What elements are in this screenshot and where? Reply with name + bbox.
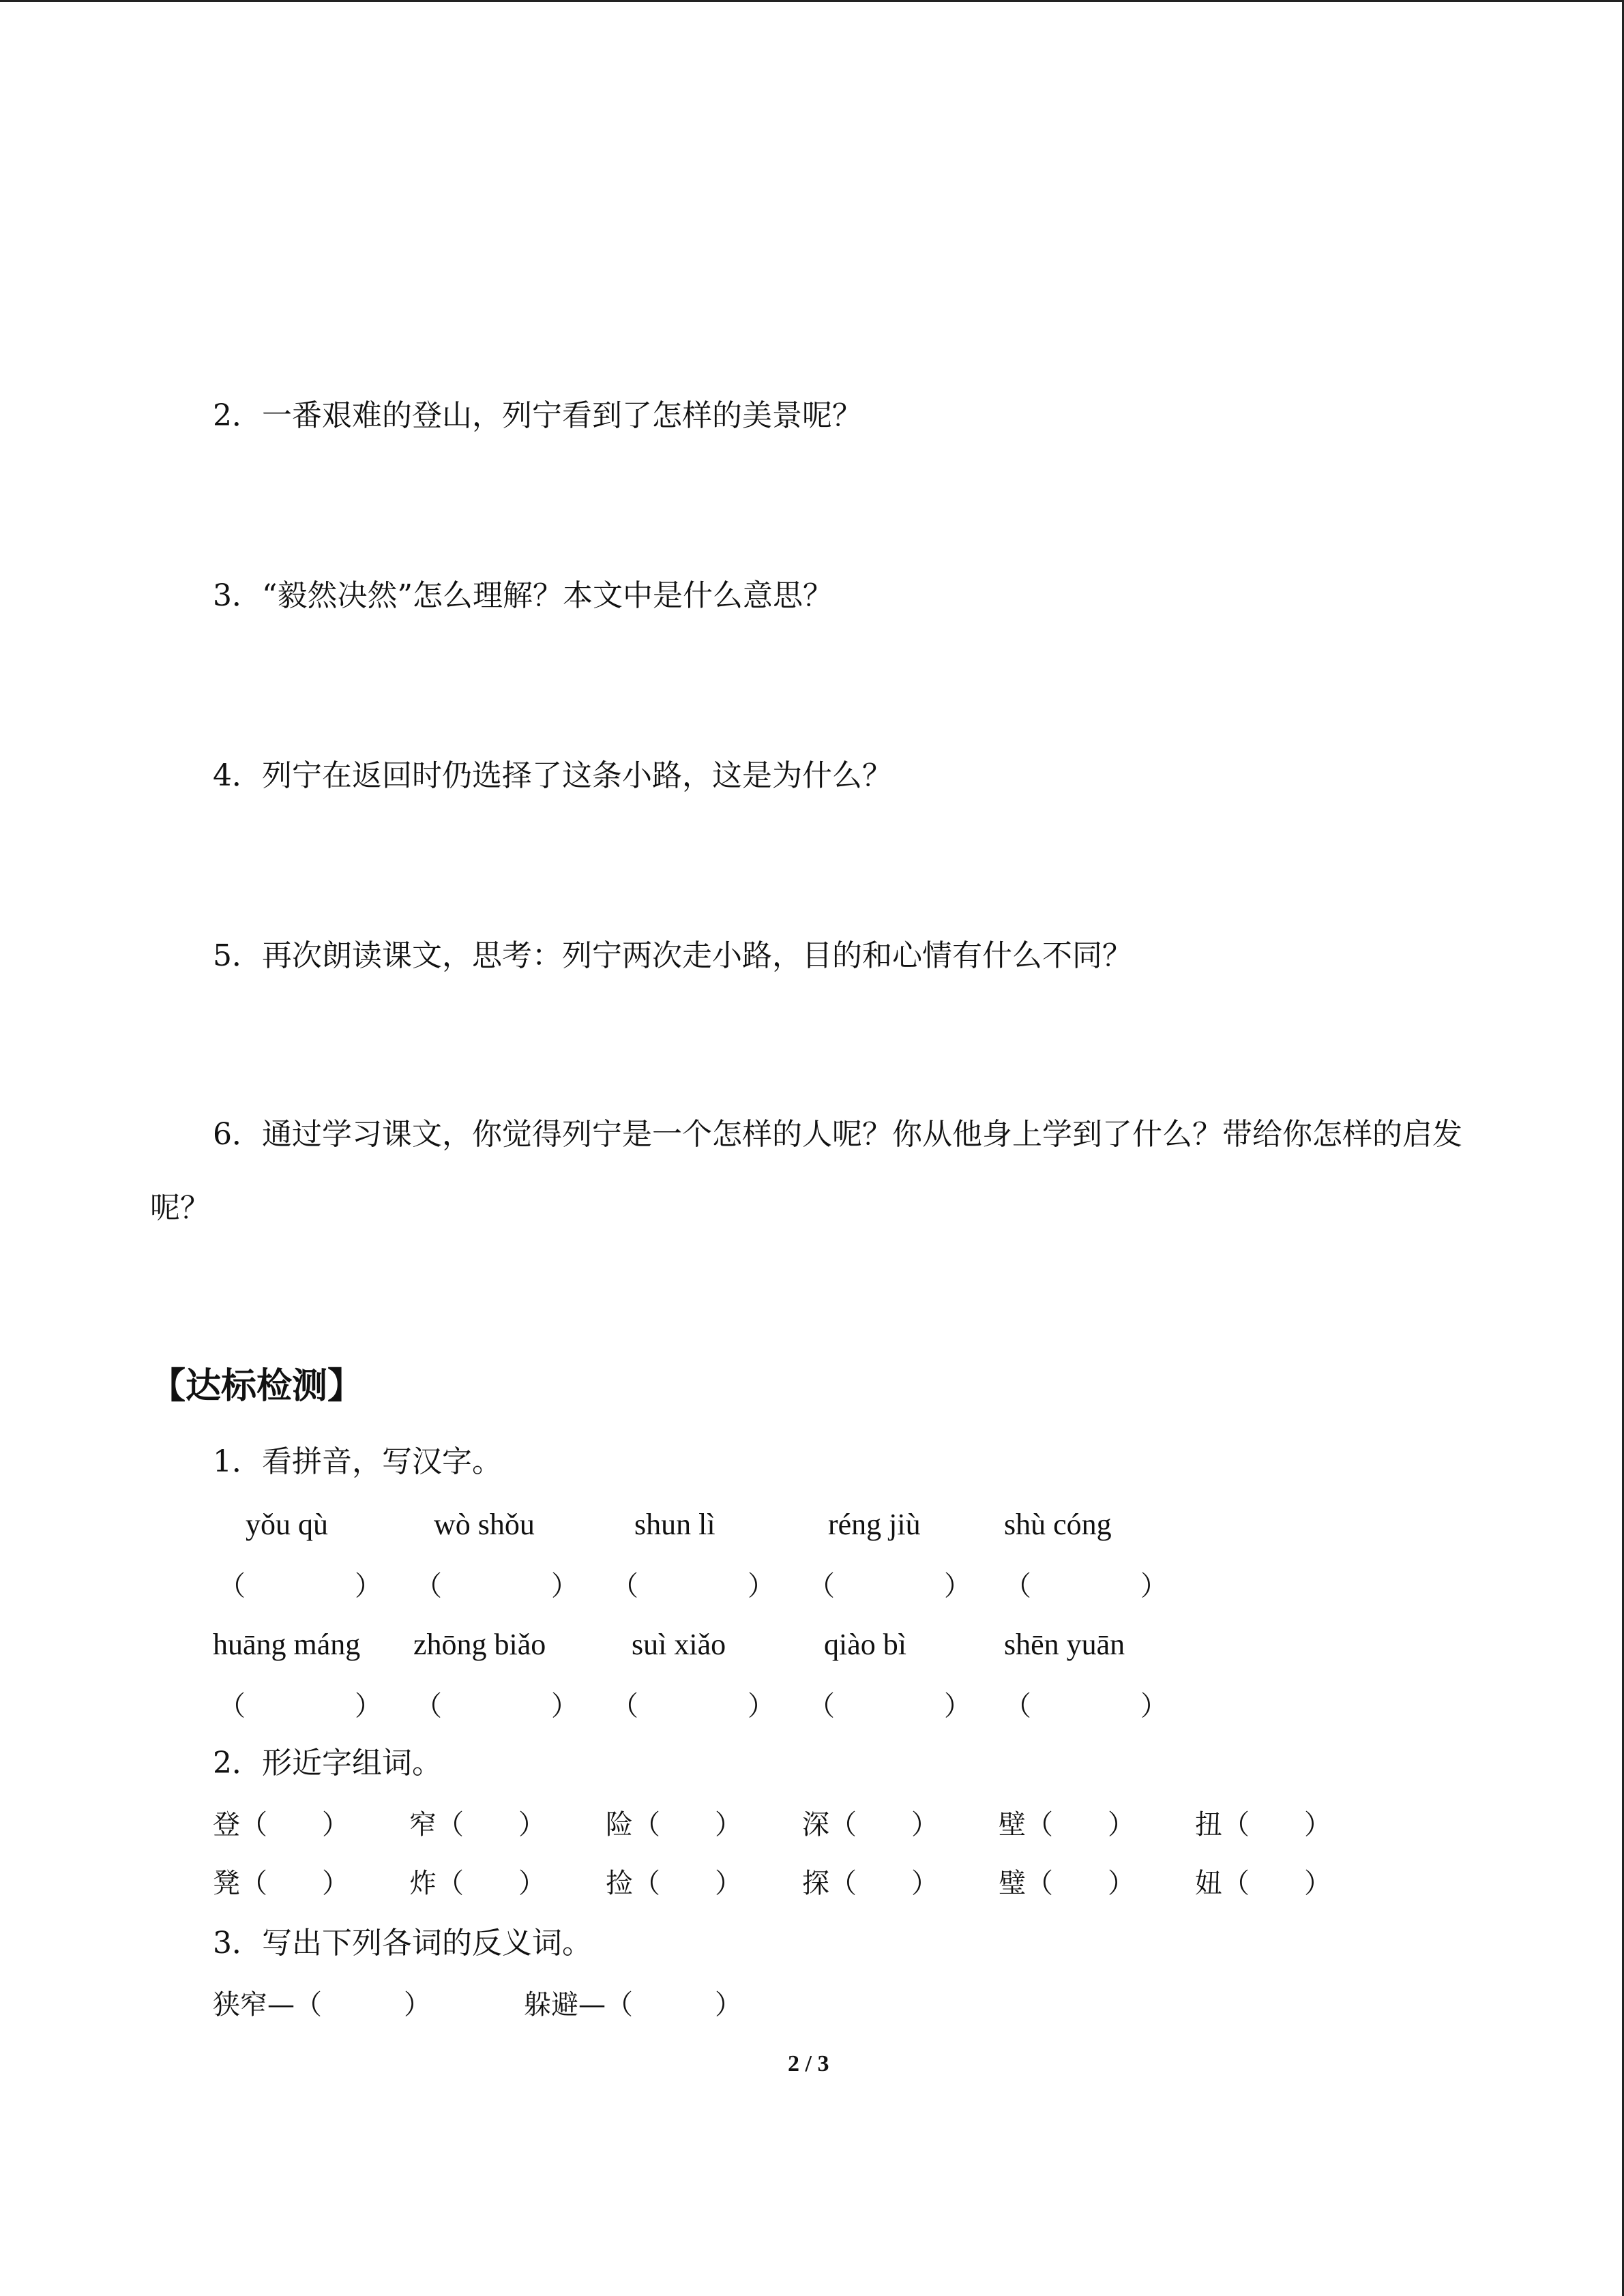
word-item[interactable]: 窄（ ） bbox=[409, 1809, 546, 1840]
word-item[interactable]: 炸（ ） bbox=[409, 1868, 546, 1899]
question-5: 5．再次朗读课文，思考：列宁两次走小路，目的和心情有什么不同？ bbox=[213, 938, 1132, 973]
question-3: 3．“毅然决然”怎么理解？本文中是什么意思？ bbox=[213, 578, 833, 613]
word-item[interactable]: 壁（ ） bbox=[999, 1809, 1135, 1840]
task3-title: 3．写出下列各词的反义词。 bbox=[213, 1926, 592, 1960]
page-number: 2 / 3 bbox=[788, 2051, 829, 2076]
pinyin-item: réng jiù bbox=[828, 1508, 921, 1541]
pinyin-item: wò shǒu bbox=[434, 1508, 535, 1541]
pinyin-item: shun lì bbox=[634, 1508, 715, 1541]
answer-blank[interactable]: （ ） bbox=[415, 1570, 578, 1602]
question-4: 4．列宁在返回时仍选择了这条小路，这是为什么？ bbox=[213, 758, 892, 793]
pinyin-item: shù cóng bbox=[1004, 1508, 1112, 1541]
pinyin-item: suì xiǎo bbox=[632, 1628, 726, 1661]
word-item[interactable]: 登（ ） bbox=[213, 1809, 349, 1840]
word-item[interactable]: 璧（ ） bbox=[999, 1868, 1135, 1899]
question-6: 6．通过学习课文，你觉得列宁是一个怎样的人呢？你从他身上学到了什么？带给你怎样的启发呢？ bbox=[150, 1117, 1462, 1225]
answer-blank[interactable]: （ ） bbox=[1004, 1690, 1168, 1722]
section-title: 【达标检测】 bbox=[150, 1366, 364, 1407]
answer-blank[interactable]: （ ） bbox=[218, 1690, 382, 1722]
word-item[interactable]: 深（ ） bbox=[802, 1809, 939, 1840]
pinyin-item: zhōng biǎo bbox=[413, 1628, 546, 1661]
pinyin-item: shēn yuān bbox=[1004, 1628, 1125, 1661]
pinyin-item: yǒu qù bbox=[246, 1508, 328, 1541]
pinyin-item: huāng máng bbox=[213, 1628, 361, 1661]
answer-blank[interactable]: （ ） bbox=[808, 1570, 971, 1602]
word-item[interactable]: 险（ ） bbox=[606, 1809, 742, 1840]
answer-blank[interactable]: （ ） bbox=[415, 1690, 578, 1722]
answer-blank[interactable]: （ ） bbox=[218, 1570, 382, 1602]
question-2: 2．一番艰难的登山，列宁看到了怎样的美景呢？ bbox=[213, 398, 862, 433]
pinyin-item: qiào bì bbox=[824, 1628, 906, 1661]
answer-blank[interactable]: （ ） bbox=[611, 1570, 775, 1602]
word-item[interactable]: 妞（ ） bbox=[1195, 1868, 1331, 1899]
antonym-item[interactable]: 躲避—（ ） bbox=[524, 1989, 742, 2021]
word-item[interactable]: 凳（ ） bbox=[213, 1868, 349, 1899]
word-item[interactable]: 扭（ ） bbox=[1195, 1809, 1331, 1840]
antonym-item[interactable]: 狭窄—（ ） bbox=[213, 1989, 431, 2021]
answer-blank[interactable]: （ ） bbox=[1004, 1570, 1168, 1602]
page-top-border bbox=[0, 0, 1624, 2]
task2-title: 2．形近字组词。 bbox=[213, 1746, 442, 1780]
answer-blank[interactable]: （ ） bbox=[611, 1690, 775, 1722]
answer-blank[interactable]: （ ） bbox=[808, 1690, 971, 1722]
word-item[interactable]: 捡（ ） bbox=[606, 1868, 742, 1899]
task1-title: 1．看拼音，写汉字。 bbox=[213, 1444, 502, 1479]
word-item[interactable]: 探（ ） bbox=[802, 1868, 939, 1899]
